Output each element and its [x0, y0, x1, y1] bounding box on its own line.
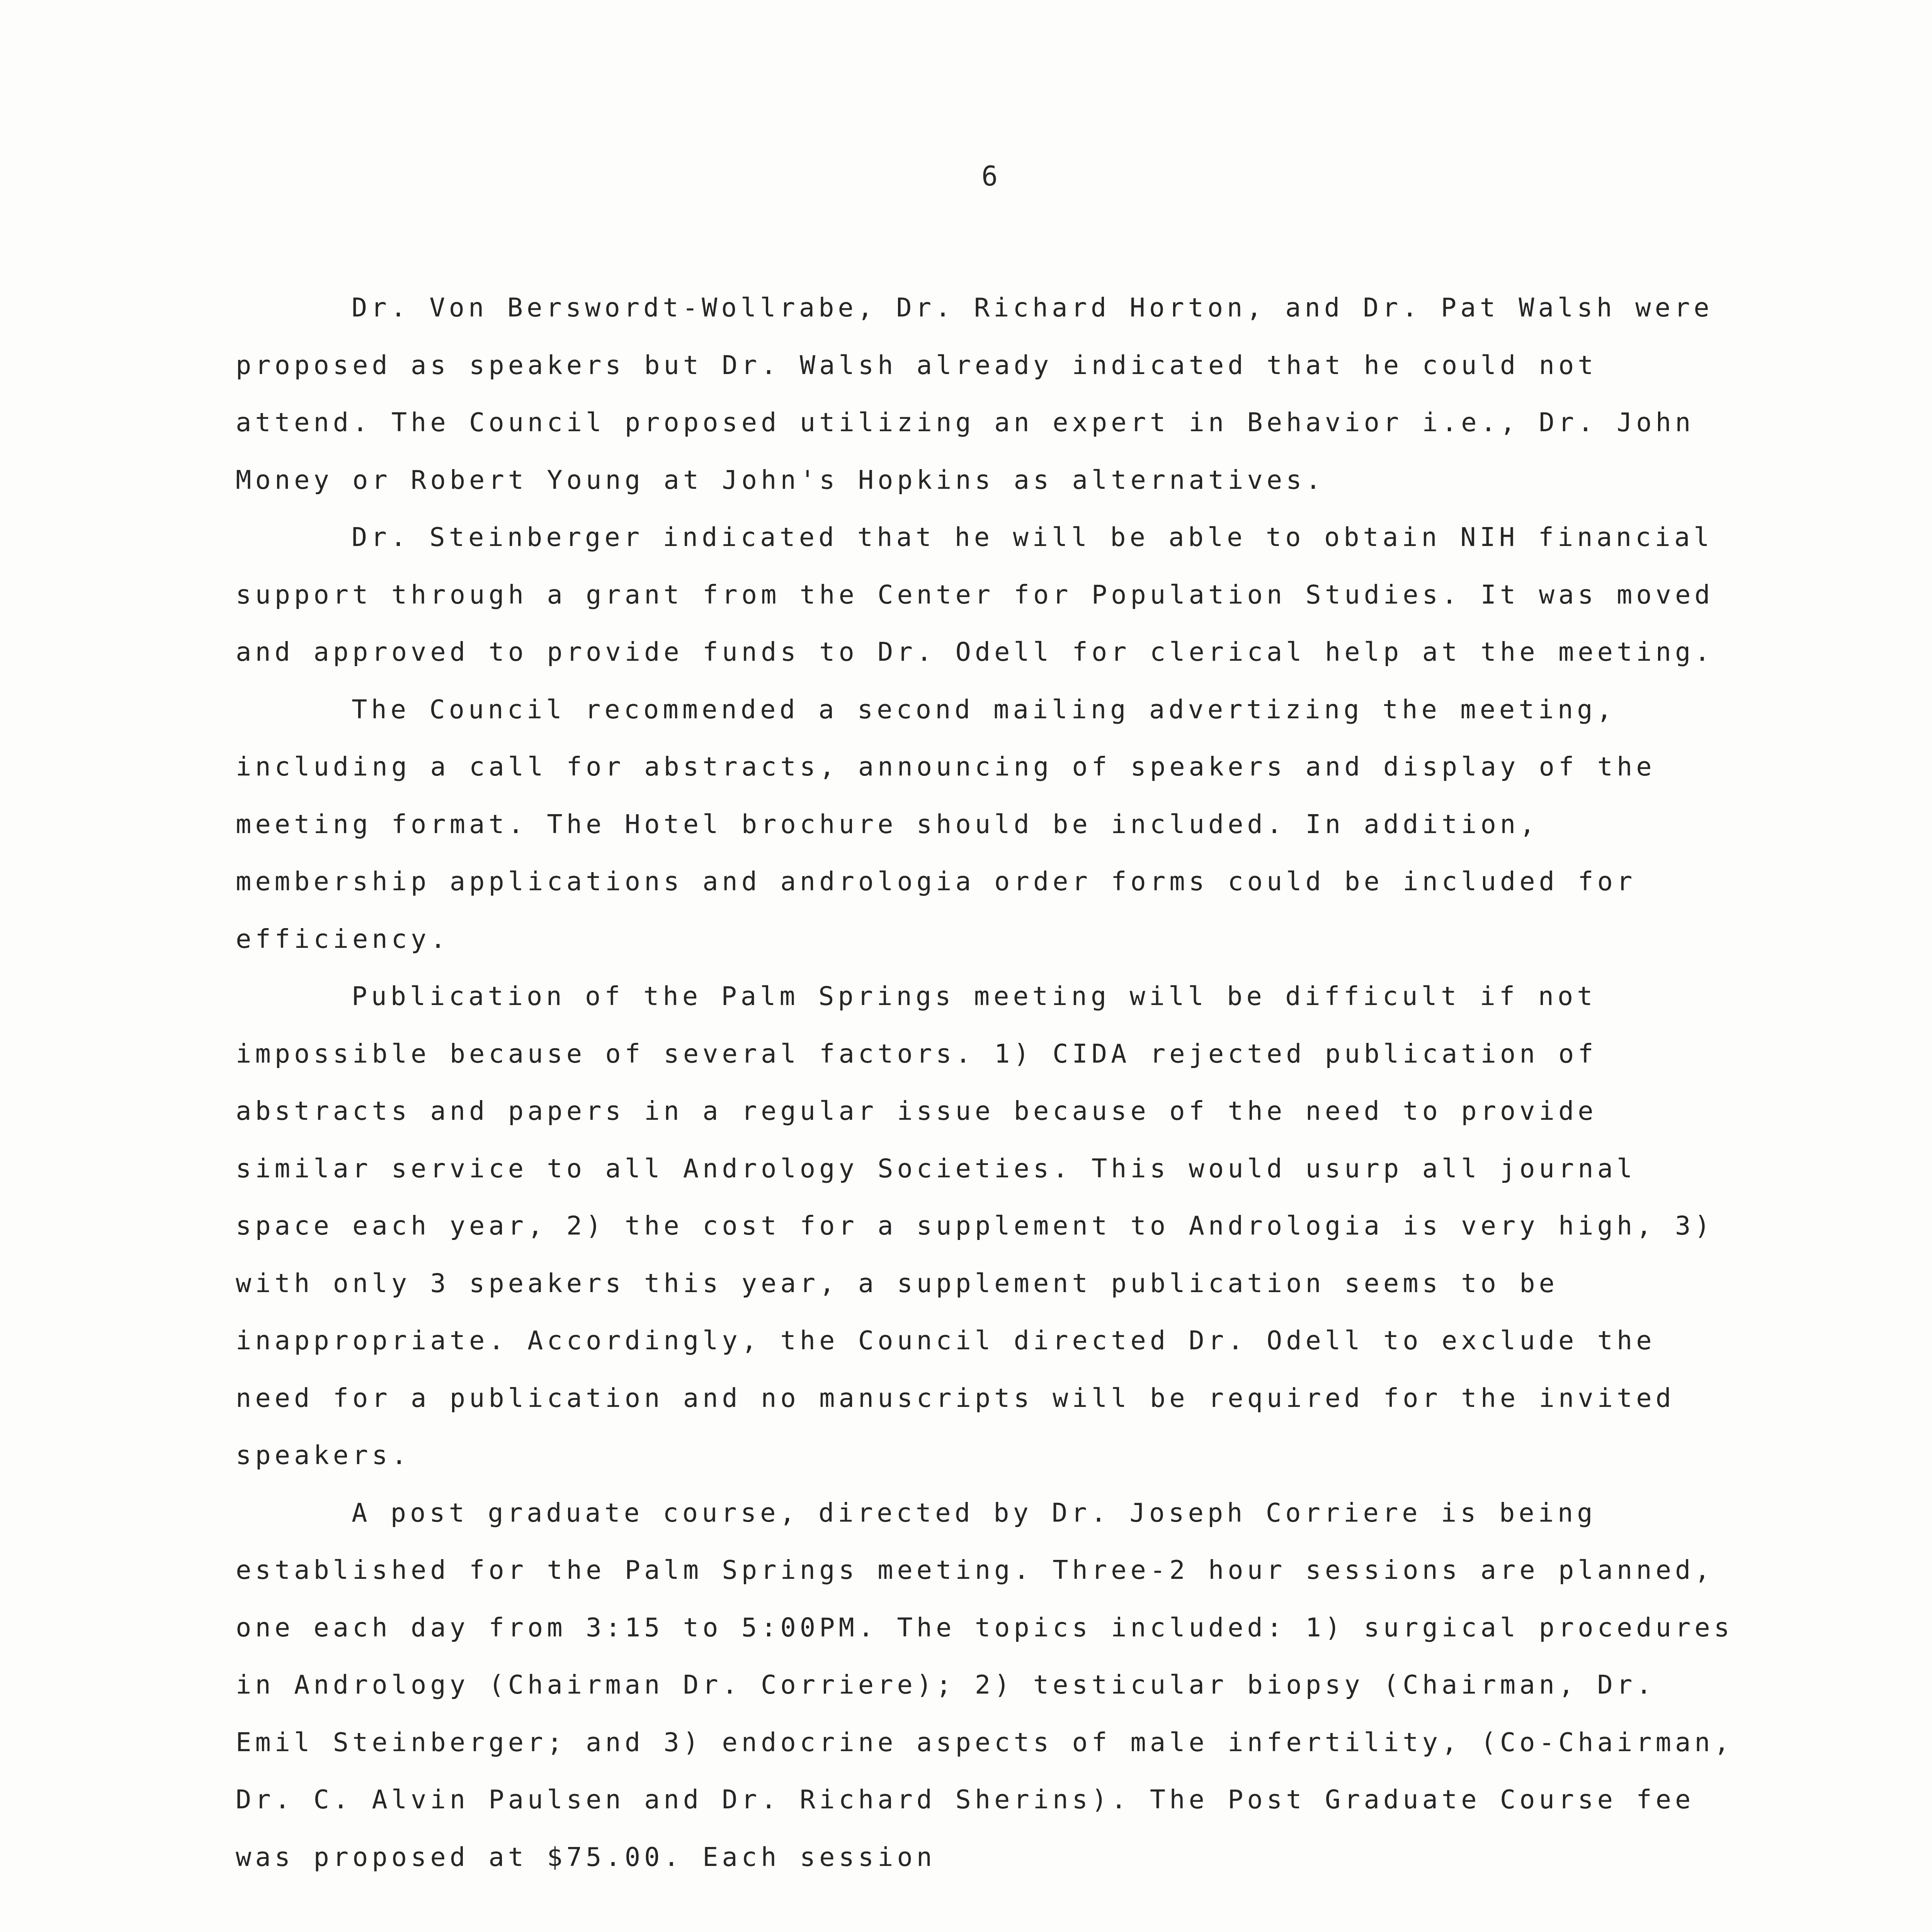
paragraph-post-graduate-course: A post graduate course, directed by Dr. Joseph Corriere is being established for the Palm Springs meeting. Three-2 hour sessions are planned, one each day from 3:15 to 5:00PM. The topics included: 1) surgical procedures in Andrology (Chairman Dr. Corriere); 2) testicular biopsy (Chairman, Dr. Emil Steinberger; and 3) endocrine aspects of male infertility, (Co-Chairman, Dr. C. Alvin Paulsen and Dr. Richard Sherins). The Post Graduate Course fee was proposed at $75.00. Each session	[236, 1497, 1733, 1872]
paragraph-nih-support: Dr. Steinberger indicated that he will be able to obtain NIH financial support through a grant from the Center for Population Studies. It was moved and approved to provide funds to Dr. Odell for clerical help at the meeting.	[236, 522, 1714, 667]
body-text	[236, 279, 1743, 1886]
paragraph-second-mailing: The Council recommended a second mailing advertizing the meeting, including a call for abstracts, announcing of speakers and display of the meeting format. The Hotel brochure should be included. In addition, membership applications and andrologia order forms could be included for efficiency.	[236, 694, 1656, 954]
page-number: 6	[981, 160, 998, 192]
paragraph-speakers: Dr. Von Berswordt-Wollrabe, Dr. Richard Horton, and Dr. Pat Walsh were proposed as speakers but Dr. Walsh already indicated that he could not attend. The Council proposed utilizing an expert in Behavior i.e., Dr. John Money or Robert Young at John's Hopkins as alternatives.	[236, 293, 1713, 495]
paragraph-publication: Publication of the Palm Springs meeting will be difficult if not impossible because of several factors. 1) CIDA rejected publication of abstracts and papers in a regular issue because of the need to provide similar service to all Andrology Societies. This would usurp all journal space each year, 2) the cost for a supplement to Andrologia is very high, 3) with only 3 speakers this year, a supplement publication seems to be inappropriate. Accordingly, the Council directed Dr. Odell to exclude the need for a publication and no manuscripts will be required for the invited speakers.	[236, 981, 1714, 1470]
